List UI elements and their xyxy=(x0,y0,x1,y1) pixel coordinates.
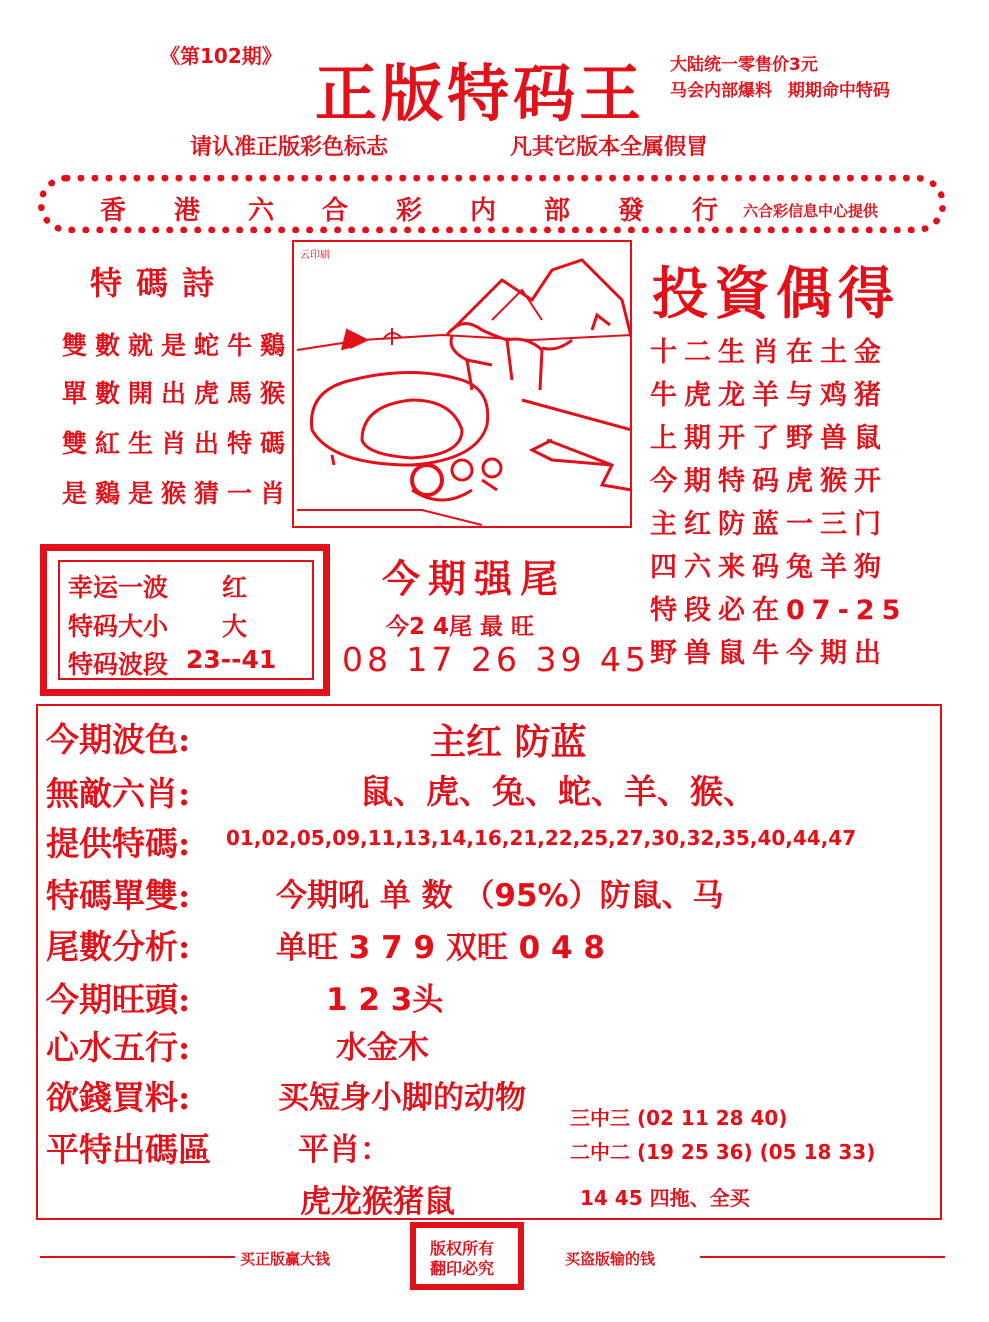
drag-combo: 14 45 四拖、全买 xyxy=(580,1186,750,1210)
lucky-range-label: 特码波段 xyxy=(68,650,169,679)
lucky-size-value: 大 xyxy=(222,612,248,641)
tail-analysis-label: 尾數分析: xyxy=(46,927,191,966)
issue-number: 《第102期》 xyxy=(160,44,282,68)
poem-line: 雙紅生肖出特碼 xyxy=(62,429,294,458)
lucky-size-label: 特码大小 xyxy=(68,612,169,641)
buy-pirate-slogan: 买盗版输的钱 xyxy=(565,1250,656,1268)
wave-color-value: 主红 防蓝 xyxy=(430,722,587,763)
masthead-title: 正版特码王 xyxy=(315,57,646,130)
strong-tail-title: 今期强尾 xyxy=(382,556,567,601)
strong-tail-numbers: 08 17 26 39 45 xyxy=(342,640,650,679)
poem-line: 單數開出虎馬猴 xyxy=(62,379,294,408)
invest-title: 投資偶得 xyxy=(652,261,900,327)
lucky-wave-label: 幸运一波 xyxy=(68,573,169,602)
illustration-stamp: 云印刷 xyxy=(300,250,330,261)
invest-line: 十二生肖在土金 xyxy=(650,337,888,368)
authenticity-notice: 请认准正版彩色标志 xyxy=(190,135,389,160)
head-label: 今期旺頭: xyxy=(46,980,191,1019)
head-value: 1 2 3头 xyxy=(326,982,444,1018)
flat-zodiac-value: 虎龙猴猪鼠 xyxy=(300,1184,455,1220)
copyright-line: 翻印必究 xyxy=(430,1259,495,1278)
price-notice: 大陆统一零售价3元 xyxy=(670,55,818,75)
counterfeit-notice: 凡其它版本全属假冒 xyxy=(510,135,709,160)
lucky-range-value: 23--41 xyxy=(186,645,277,674)
two-of-two: 二中二 (19 25 36) (05 18 33) xyxy=(570,1140,876,1164)
copyright-line: 版权所有 xyxy=(430,1239,495,1258)
six-zodiac-value: 鼠、虎、兔、蛇、羊、猴、 xyxy=(360,772,756,811)
invest-line: 四六来码兔羊狗 xyxy=(650,552,888,583)
footer-rule-right xyxy=(700,1256,945,1258)
tail-analysis-value: 单旺 3 7 9 双旺 0 4 8 xyxy=(276,930,605,966)
lucky-wave-value: 红 xyxy=(222,573,248,602)
riddle-illustration xyxy=(292,240,632,528)
invest-line: 牛虎龙羊与鸡猪 xyxy=(650,380,888,411)
invest-line: 今期特码虎猴开 xyxy=(650,466,888,497)
invest-line: 野兽鼠牛今期出 xyxy=(650,638,888,669)
odd-even-label: 特碼單雙: xyxy=(46,876,191,915)
five-elements-value: 水金木 xyxy=(336,1030,429,1066)
invest-line: 主红防蓝一三门 xyxy=(650,509,888,540)
poem-title: 特碼詩 xyxy=(90,264,229,302)
poem-line: 雙數就是蛇牛鷄 xyxy=(62,331,294,360)
buy-original-slogan: 买正版赢大钱 xyxy=(240,1250,331,1268)
invest-line: 特段必在07-25 xyxy=(650,595,908,626)
flat-zone-label: 平特出碼區 xyxy=(46,1130,211,1169)
five-elements-label: 心水五行: xyxy=(46,1028,191,1067)
six-zodiac-label: 無敵六肖: xyxy=(46,774,191,813)
poem-line: 是鷄是猴猜一肖 xyxy=(62,479,294,508)
banner-subtitle: 六合彩信息中心提供 xyxy=(743,202,879,220)
strong-tail-subtitle: 今2 4尾 最 旺 xyxy=(386,614,535,640)
buy-hint-value: 买短身小脚的动物 xyxy=(278,1080,526,1116)
special-numbers-label: 提供特碼: xyxy=(46,824,191,863)
three-of-three: 三中三 (02 11 28 40) xyxy=(570,1106,788,1130)
wave-color-label: 今期波色: xyxy=(46,720,191,759)
banner-title: 香港六合彩内部發行 xyxy=(100,196,767,226)
insider-notice: 马会内部爆料 期期命中特码 xyxy=(670,81,890,101)
odd-even-value: 今期吼 单 数 （95%）防鼠、马 xyxy=(276,878,724,914)
footer-rule-left xyxy=(40,1256,235,1258)
special-numbers-value: 01,02,05,09,11,13,14,16,21,22,25,27,30,32,35,40,44,47 xyxy=(226,826,857,850)
buy-hint-label: 欲錢買料: xyxy=(46,1078,191,1117)
invest-line: 上期开了野兽鼠 xyxy=(650,423,888,454)
flat-zodiac-label: 平肖： xyxy=(298,1132,391,1168)
